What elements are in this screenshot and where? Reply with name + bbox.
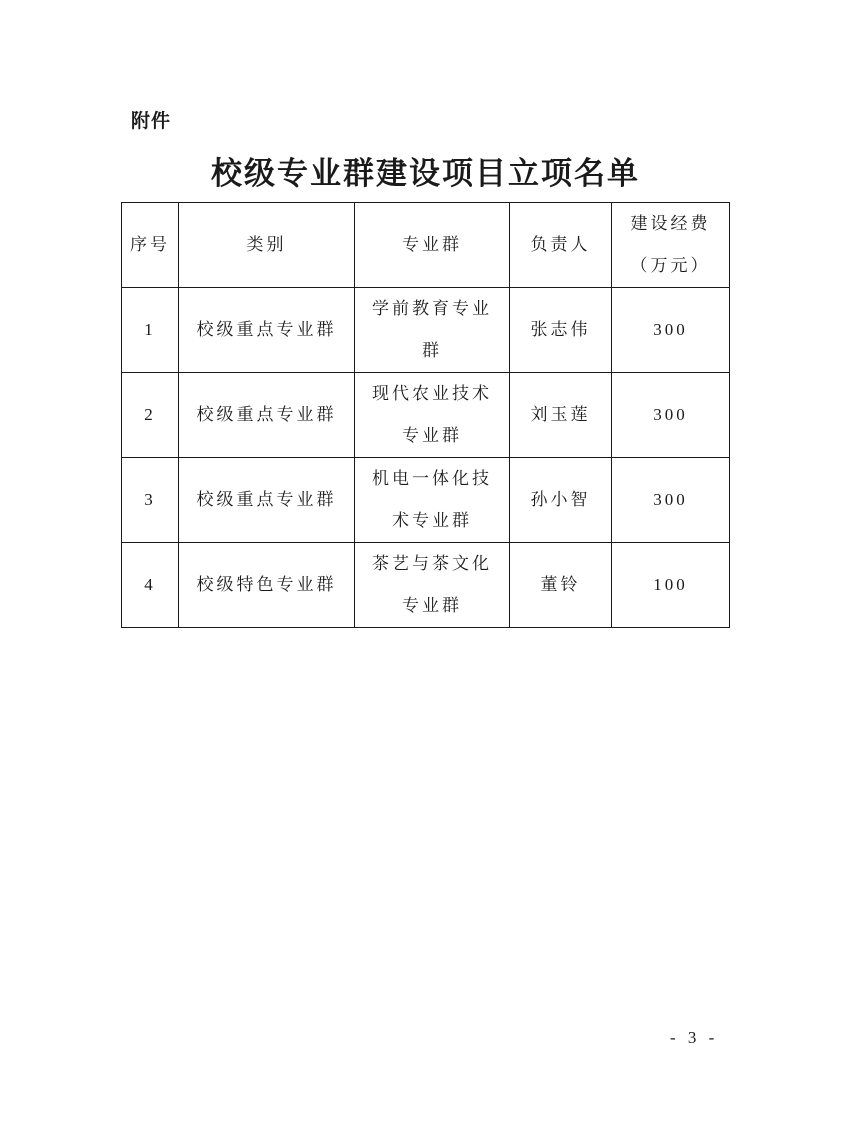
cell-fee: 300 bbox=[612, 288, 730, 373]
header-fee-line1: 建设经费 bbox=[630, 214, 711, 234]
cell-category: 校级特色专业群 bbox=[179, 543, 355, 628]
cell-group-line2: 专业群 bbox=[402, 596, 462, 616]
cell-group bbox=[355, 543, 510, 628]
document-title: 校级专业群建设项目立项名单 bbox=[211, 156, 640, 192]
header-fee bbox=[612, 203, 730, 288]
header-group: 专业群 bbox=[355, 203, 510, 288]
table-header-row bbox=[122, 203, 730, 288]
cell-seq: 3 bbox=[122, 458, 179, 543]
cell-group-line1: 茶艺与茶文化 bbox=[372, 554, 492, 574]
cell-group bbox=[355, 458, 510, 543]
cell-leader: 刘玉莲 bbox=[510, 373, 612, 458]
cell-seq: 1 bbox=[122, 288, 179, 373]
header-category: 类别 bbox=[179, 203, 355, 288]
header-seq: 序号 bbox=[122, 203, 179, 288]
cell-group-line2: 术专业群 bbox=[392, 511, 472, 531]
cell-leader: 孙小智 bbox=[510, 458, 612, 543]
cell-leader: 董铃 bbox=[510, 543, 612, 628]
cell-category: 校级重点专业群 bbox=[179, 288, 355, 373]
cell-category: 校级重点专业群 bbox=[179, 373, 355, 458]
cell-seq: 4 bbox=[122, 543, 179, 628]
cell-fee: 300 bbox=[612, 458, 730, 543]
cell-leader: 张志伟 bbox=[510, 288, 612, 373]
project-list-table bbox=[121, 202, 730, 628]
table-row bbox=[122, 288, 730, 373]
cell-fee: 100 bbox=[612, 543, 730, 628]
table-row bbox=[122, 543, 730, 628]
cell-group-line1: 机电一体化技 bbox=[372, 469, 492, 489]
header-leader: 负责人 bbox=[510, 203, 612, 288]
cell-group-line1: 学前教育专业 bbox=[372, 299, 492, 319]
cell-fee: 300 bbox=[612, 373, 730, 458]
table-row bbox=[122, 373, 730, 458]
cell-category: 校级重点专业群 bbox=[179, 458, 355, 543]
cell-group-line1: 现代农业技术 bbox=[372, 384, 492, 404]
table-row bbox=[122, 458, 730, 543]
cell-group-line2: 群 bbox=[422, 341, 442, 361]
header-fee-line2: （万元） bbox=[630, 256, 711, 276]
cell-group bbox=[355, 288, 510, 373]
cell-group-line2: 专业群 bbox=[402, 426, 462, 446]
attachment-label: 附件 bbox=[131, 110, 172, 132]
cell-seq: 2 bbox=[122, 373, 179, 458]
page-number: - 3 - bbox=[670, 1028, 719, 1047]
cell-group bbox=[355, 373, 510, 458]
